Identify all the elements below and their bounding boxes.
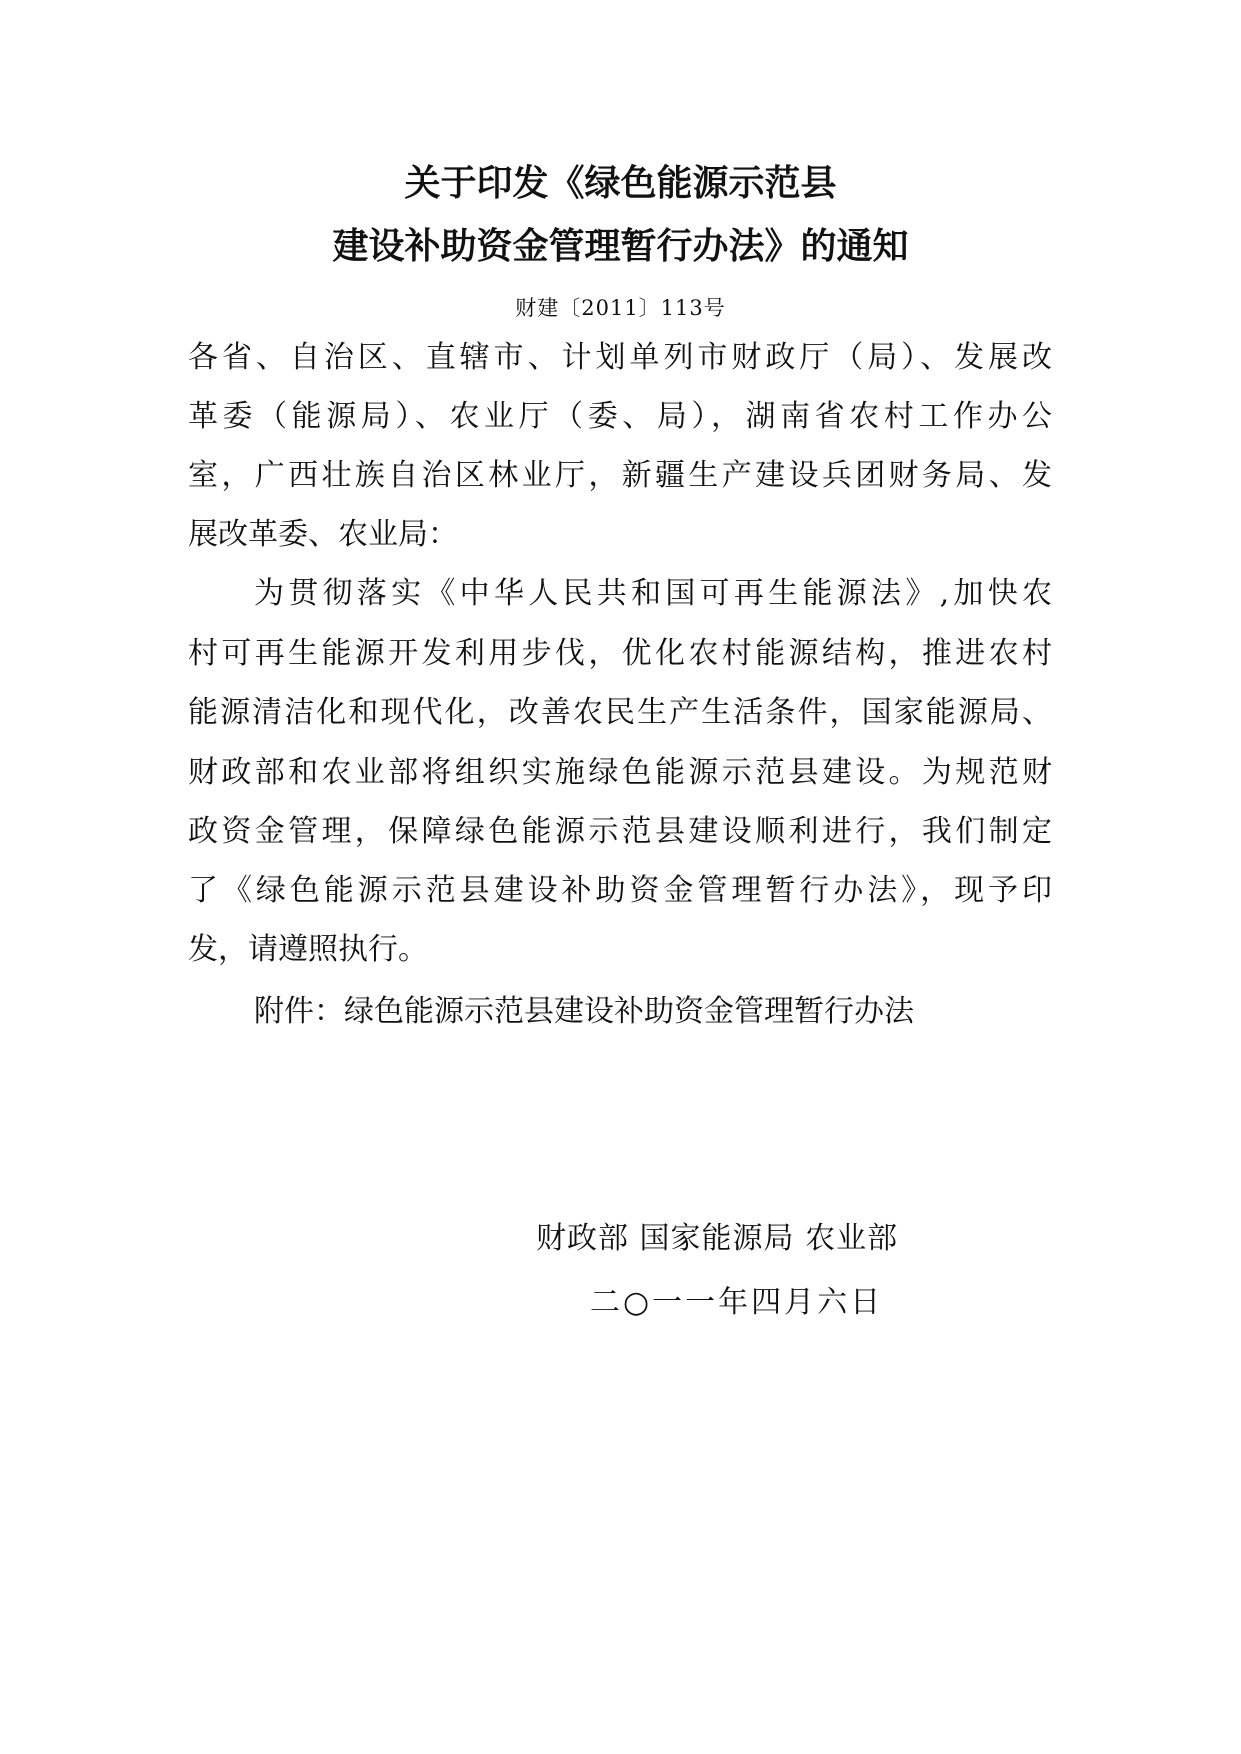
addressee-line: 各省、自治区、直辖市、计划单列市财政厅（局）、发展改 <box>188 340 1052 375</box>
issue-date: 二○一一年四月六日 <box>590 1285 884 1320</box>
body-paragraph-line: 能源清洁化和现代化，改善农民生产生活条件，国家能源局、 <box>188 695 1052 730</box>
body-paragraph-line: 了《绿色能源示范县建设补助资金管理暂行办法》，现予印 <box>188 873 1052 908</box>
addressee-line: 展改革委、农业局： <box>188 517 458 552</box>
body-paragraph-line: 村可再生能源开发利用步伐，优化农村能源结构，推进农村 <box>188 636 1052 671</box>
document-title-line-1: 关于印发《绿色能源示范县 <box>404 163 837 204</box>
addressee-line: 革委（能源局）、农业厅（委、局），湖南省农村工作办公 <box>188 399 1052 434</box>
body-paragraph-line: 发，请遵照执行。 <box>188 932 428 967</box>
attachment-line: 附件：绿色能源示范县建设补助资金管理暂行办法 <box>254 994 914 1029</box>
body-paragraph-line: 为贯彻落实《中华人民共和国可再生能源法》,加快农 <box>254 576 1052 611</box>
body-paragraph-line: 政资金管理，保障绿色能源示范县建设顺利进行，我们制定 <box>188 814 1052 849</box>
signers: 财政部 国家能源局 农业部 <box>536 1221 899 1256</box>
body-paragraph-line: 财政部和农业部将组织实施绿色能源示范县建设。为规范财 <box>188 755 1052 790</box>
document-number: 财建〔2011〕113号 <box>515 296 726 320</box>
addressee-line: 室，广西壮族自治区林业厅，新疆生产建设兵团财务局、发 <box>188 458 1052 493</box>
document-title-line-2: 建设补助资金管理暂行办法》的通知 <box>332 226 909 267</box>
